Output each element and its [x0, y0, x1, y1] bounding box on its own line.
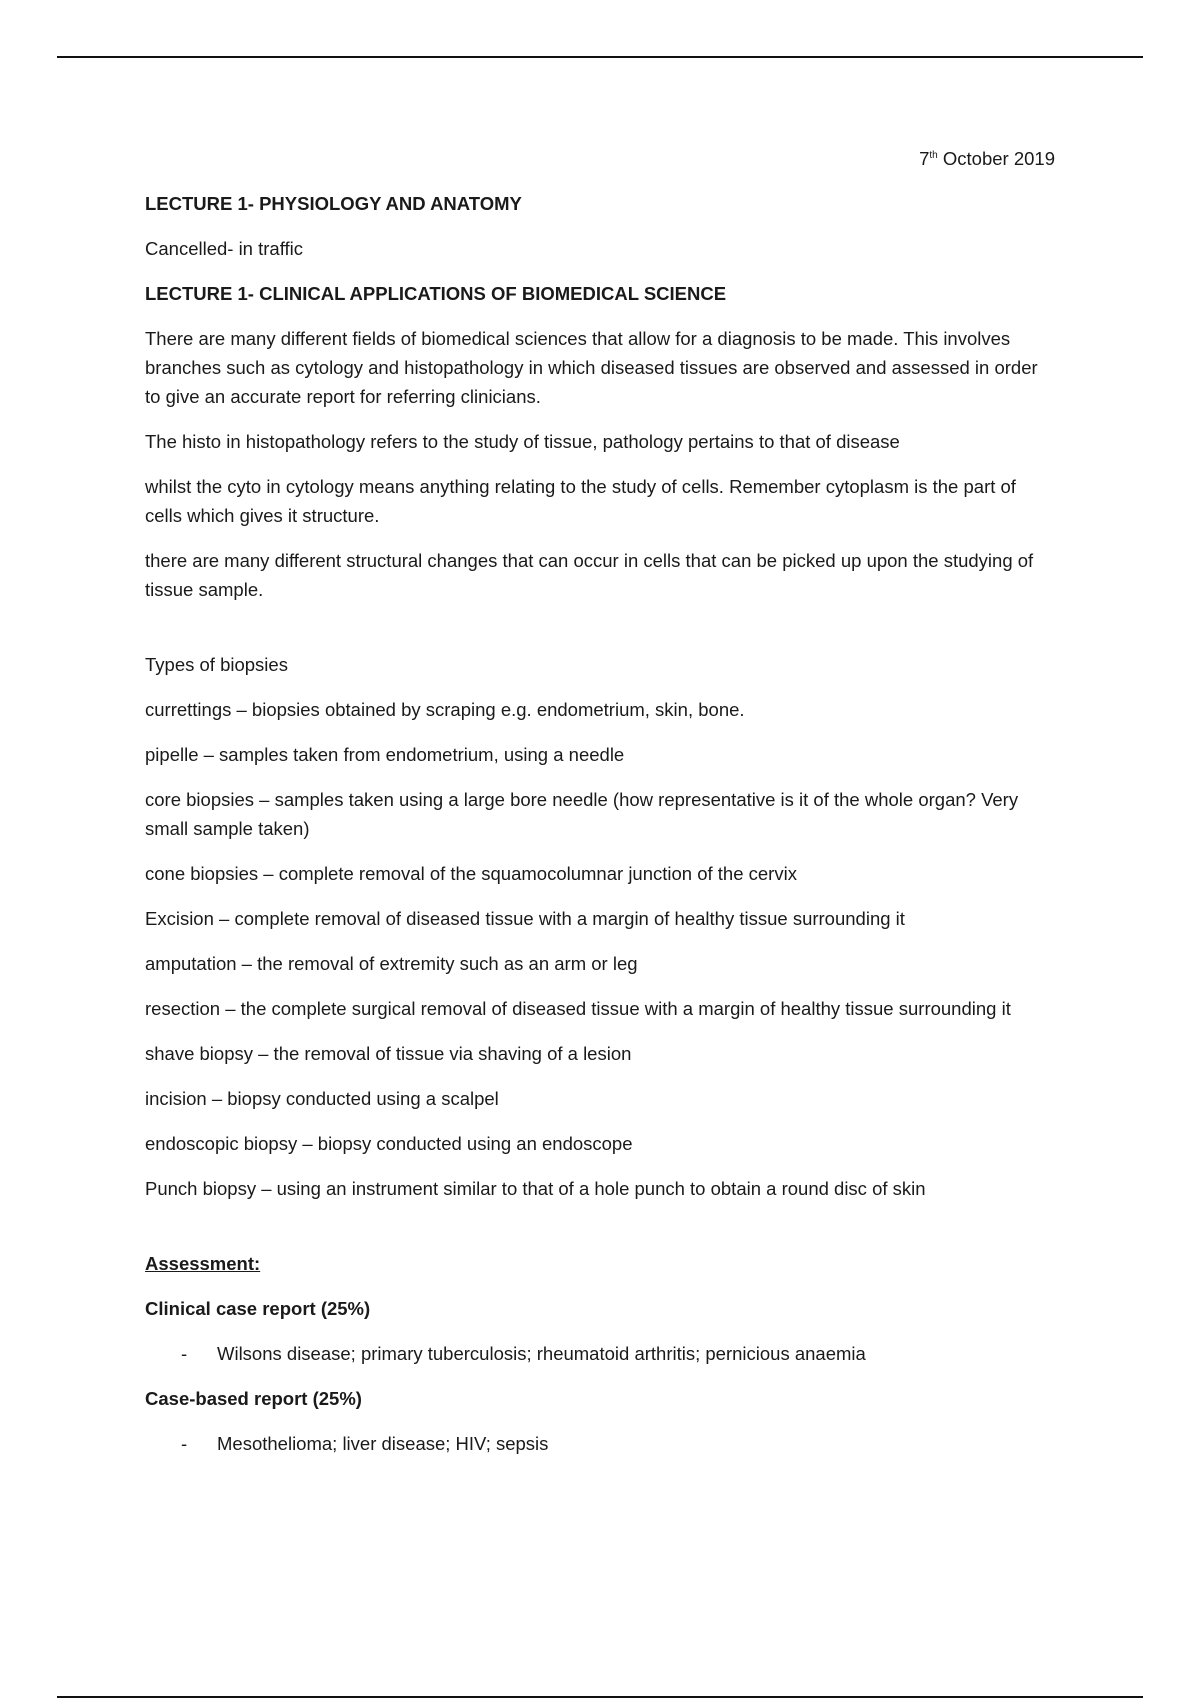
biopsy-item: shave biopsy – the removal of tissue via shaving of a lesion [145, 1043, 632, 1064]
biopsy-item: pipelle – samples taken from endometrium, using a needle [145, 744, 625, 765]
bottom-border-line [57, 1696, 1143, 1698]
biopsy-item: core biopsies – samples taken using a large bore needle (how representative is it of the whole organ? Very small sample taken) [145, 789, 1019, 839]
clinical-case-topics [145, 1339, 1055, 1368]
biopsies-title: Types of biopsies [145, 654, 288, 675]
date-suffix: th [929, 150, 938, 161]
biopsy-item: Excision – complete removal of diseased tissue with a margin of healthy tissue surrounding it [145, 908, 905, 929]
document-date [145, 144, 1055, 173]
bullet-text: Wilsons disease; primary tuberculosis; rheumatoid arthritis; pernicious anaemia [217, 1343, 866, 1364]
bullet-dash: - [181, 1433, 188, 1454]
lecture1-title: LECTURE 1- PHYSIOLOGY AND ANATOMY [145, 193, 522, 214]
assessment-title: Assessment: [145, 1253, 261, 1274]
biopsy-item: Punch biopsy – using an instrument similar to that of a hole punch to obtain a round disc of skin [145, 1178, 926, 1199]
blank-line [145, 620, 1055, 650]
biopsy-item: amputation – the removal of extremity such as an arm or leg [145, 953, 638, 974]
biopsy-item: incision – biopsy conducted using a scalpel [145, 1088, 499, 1109]
document-body [145, 144, 1055, 1474]
paragraph-cyto: whilst the cyto in cytology means anything relating to the study of cells. Remember cytoplasm is the part of cells which gives it structure. [145, 476, 1016, 526]
paragraph-structural: there are many different structural changes that can occur in cells that can be picked up upon the studying of tissue sample. [145, 550, 1034, 600]
clinical-case-report-title: Clinical case report (25%) [145, 1298, 371, 1319]
biopsy-item: endoscopic biopsy – biopsy conducted using an endoscope [145, 1133, 633, 1154]
date-rest: October 2019 [937, 148, 1055, 169]
paragraph-histo: The histo in histopathology refers to the study of tissue, pathology pertains to that of disease [145, 431, 900, 452]
biopsy-item: currettings – biopsies obtained by scraping e.g. endometrium, skin, bone. [145, 699, 745, 720]
paragraph-fields: There are many different fields of biomedical sciences that allow for a diagnosis to be made. This involves branches such as cytology and histopathology in which diseased tissues are observed and assessed in order to give an accurate report for referring clinicians. [145, 328, 1038, 407]
date-day: 7 [919, 148, 930, 169]
top-border-line [57, 56, 1143, 58]
bullet-dash: - [181, 1343, 188, 1364]
biopsy-item: cone biopsies – complete removal of the squamocolumnar junction of the cervix [145, 863, 797, 884]
lecture1-note: Cancelled- in traffic [145, 238, 304, 259]
lecture2-title: LECTURE 1- CLINICAL APPLICATIONS OF BIOMEDICAL SCIENCE [145, 283, 727, 304]
blank-line [145, 1219, 1055, 1249]
bullet-text: Mesothelioma; liver disease; HIV; sepsis [217, 1433, 549, 1454]
biopsy-item: resection – the complete surgical removal of diseased tissue with a margin of healthy tissue surrounding it [145, 998, 1011, 1019]
case-based-report-title: Case-based report (25%) [145, 1388, 362, 1409]
case-based-topics [145, 1429, 1055, 1458]
